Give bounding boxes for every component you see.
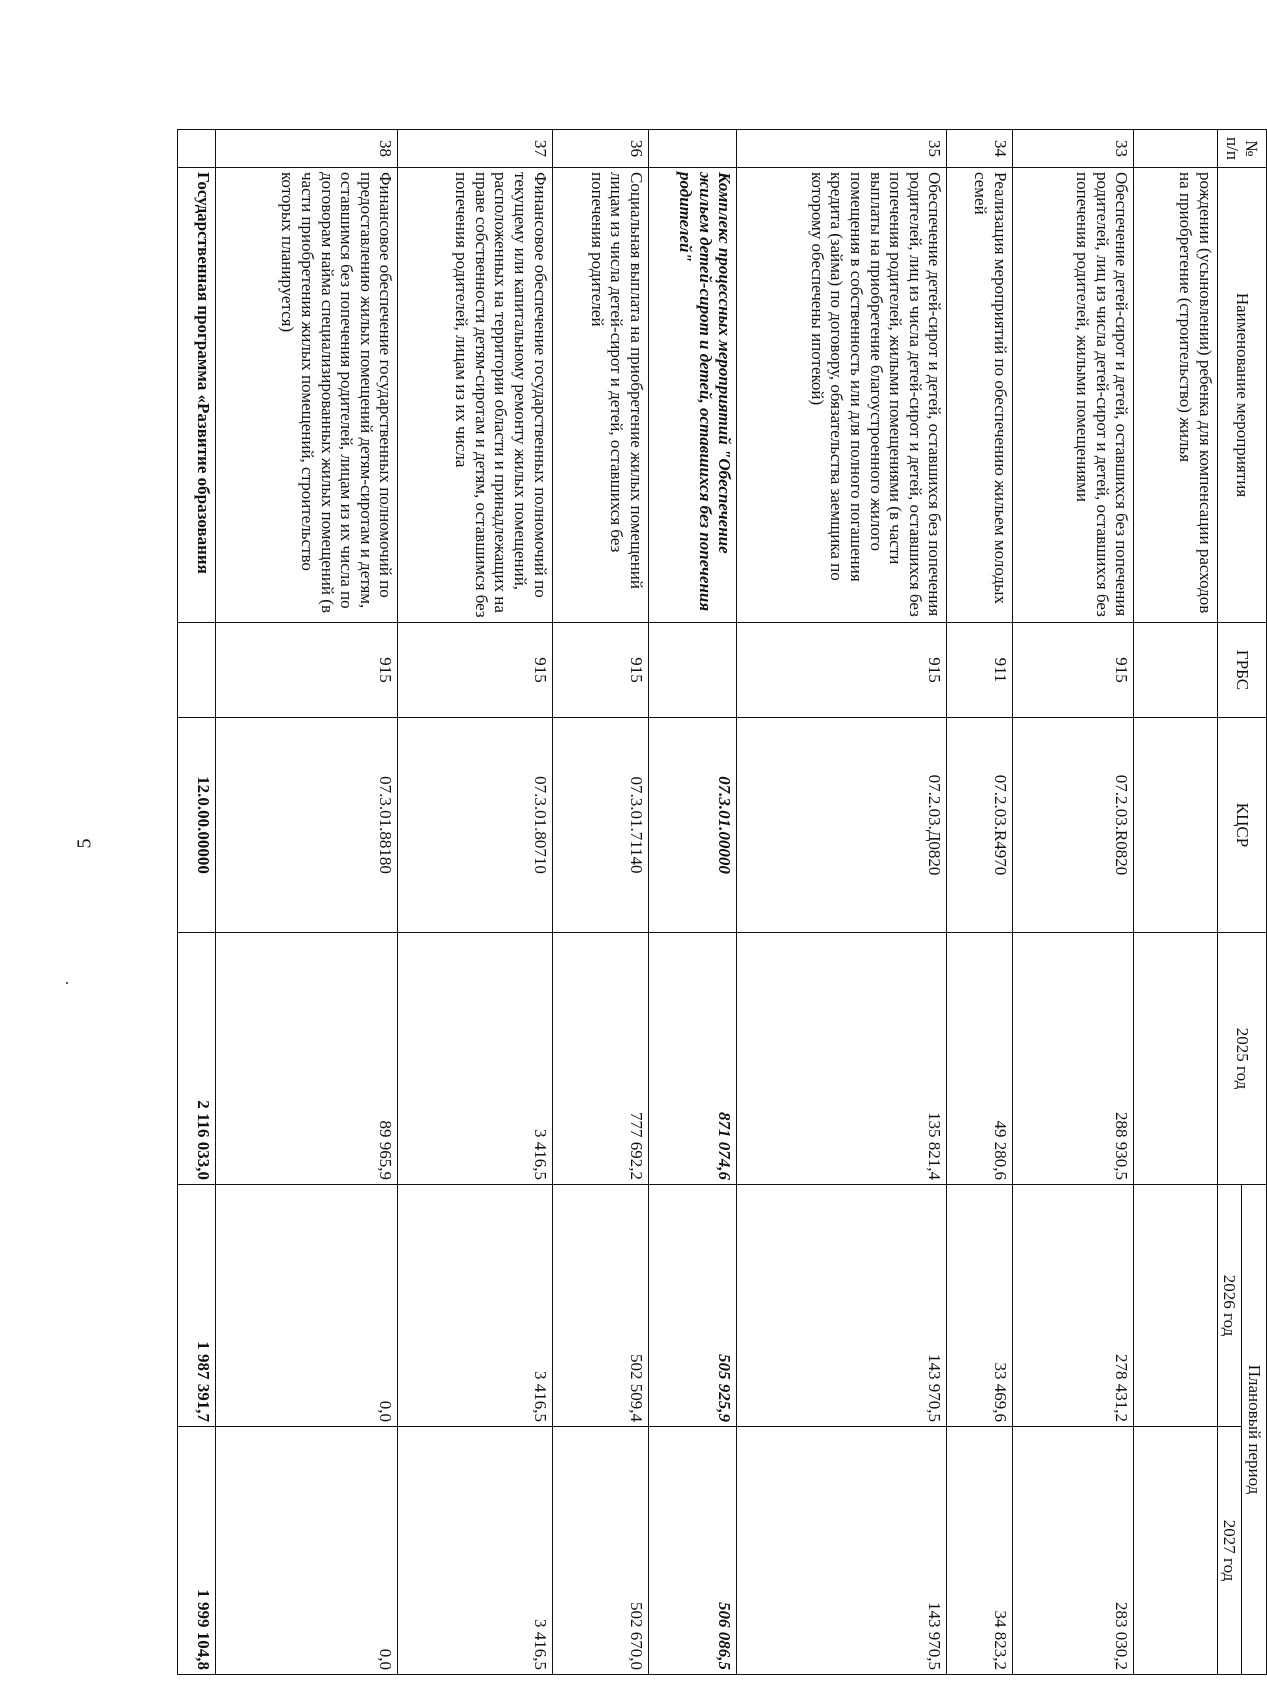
header-num: № п/п xyxy=(1217,130,1266,168)
table-row: рождении (усыновлении) ребенка для компенсации расходов на приобретение (строительство) жилья xyxy=(1134,130,1217,1675)
table-row: 35 Обеспечение детей-сирот и детей, оставшихся без попечения родителей, лиц из числа детей-сирот и детей, оставшихся без попечения родителей, жилыми помещениями (в части выплаты на приобретение благоустроенного жилого помещения в собственность или для полного погашения кредита (займа) по договору, обязательства заемщика по которому обеспечены ипотекой) 915 07.2.03.Д0820 135 821,4 143 970,5 143 970,5 xyxy=(737,130,947,1675)
page-number: 5 xyxy=(73,838,96,849)
header-name: Наименование мероприятия xyxy=(1217,168,1266,623)
budget-table xyxy=(177,129,1267,1675)
table-row: Комплекс процессных мероприятий "Обеспечение жильем детей-сирот и детей, оставшихся без попечения родителей" 07.3.01.00000 871 074,6 505 925,9 506 086,5 xyxy=(648,130,737,1675)
header-2025: 2025 год xyxy=(1217,933,1266,1185)
table-row: 36 Социальная выплата на приобретение жилых помещений лицам из числа детей-сирот и детей, оставшихся без попечения родителей 915 07.3.01.71140 777 692,2 502 509,4 502 670,0 xyxy=(552,130,648,1675)
header-kcsr: КЦСР xyxy=(1217,718,1266,933)
header-planned: Плановый период xyxy=(1242,1185,1267,1675)
table-row: 33 Обеспечение детей-сирот и детей, оставшихся без попечения родителей, лиц из числа детей-сирот и детей, оставшихся без попечения родителей, жилыми помещениями 915 07.2.03.R0820 288 930,5 278 431,2 283 030,2 xyxy=(1012,130,1133,1675)
scan-speck xyxy=(66,982,68,984)
table-row: 38 Финансовое обеспечение государственных полномочий по предоставлению жилых помещений детям-сиротам и детям, оставшимся без попечения родителей, лицам из их числа по договорам найма специализированных жилых помещений (в части приобретения жилых помещений, строительство которых планируется) 915 07.3.01.88180 89 965,9 0,0 0,0 xyxy=(216,130,398,1675)
rotated-table-wrapper xyxy=(177,129,1267,1674)
table-row: 37 Финансовое обеспечение государственных полномочий по текущему или капитальному ремонту жилых помещений, расположенных на территории области и принадлежащих на праве собственности детям-сиротам и детям, оставшимся без попечения родителей, лицам из их числа 915 07.3.01.80710 3 416,5 3 416,5 3 416,5 xyxy=(398,130,552,1675)
header-2027: 2027 год xyxy=(1217,1427,1242,1675)
header-grbs: ГРБС xyxy=(1217,623,1266,718)
table-row: 34 Реализация мероприятий по обеспечению жильем молодых семей 911 07.2.03.R4970 49 280,6 33 469,6 34 823,2 xyxy=(947,130,1013,1675)
table-row: Государственная программа «Развитие образования 12.0.00.00000 2 116 033,0 1 987 391,7 1 999 104,8 xyxy=(178,130,216,1675)
header-2026: 2026 год xyxy=(1217,1185,1242,1427)
